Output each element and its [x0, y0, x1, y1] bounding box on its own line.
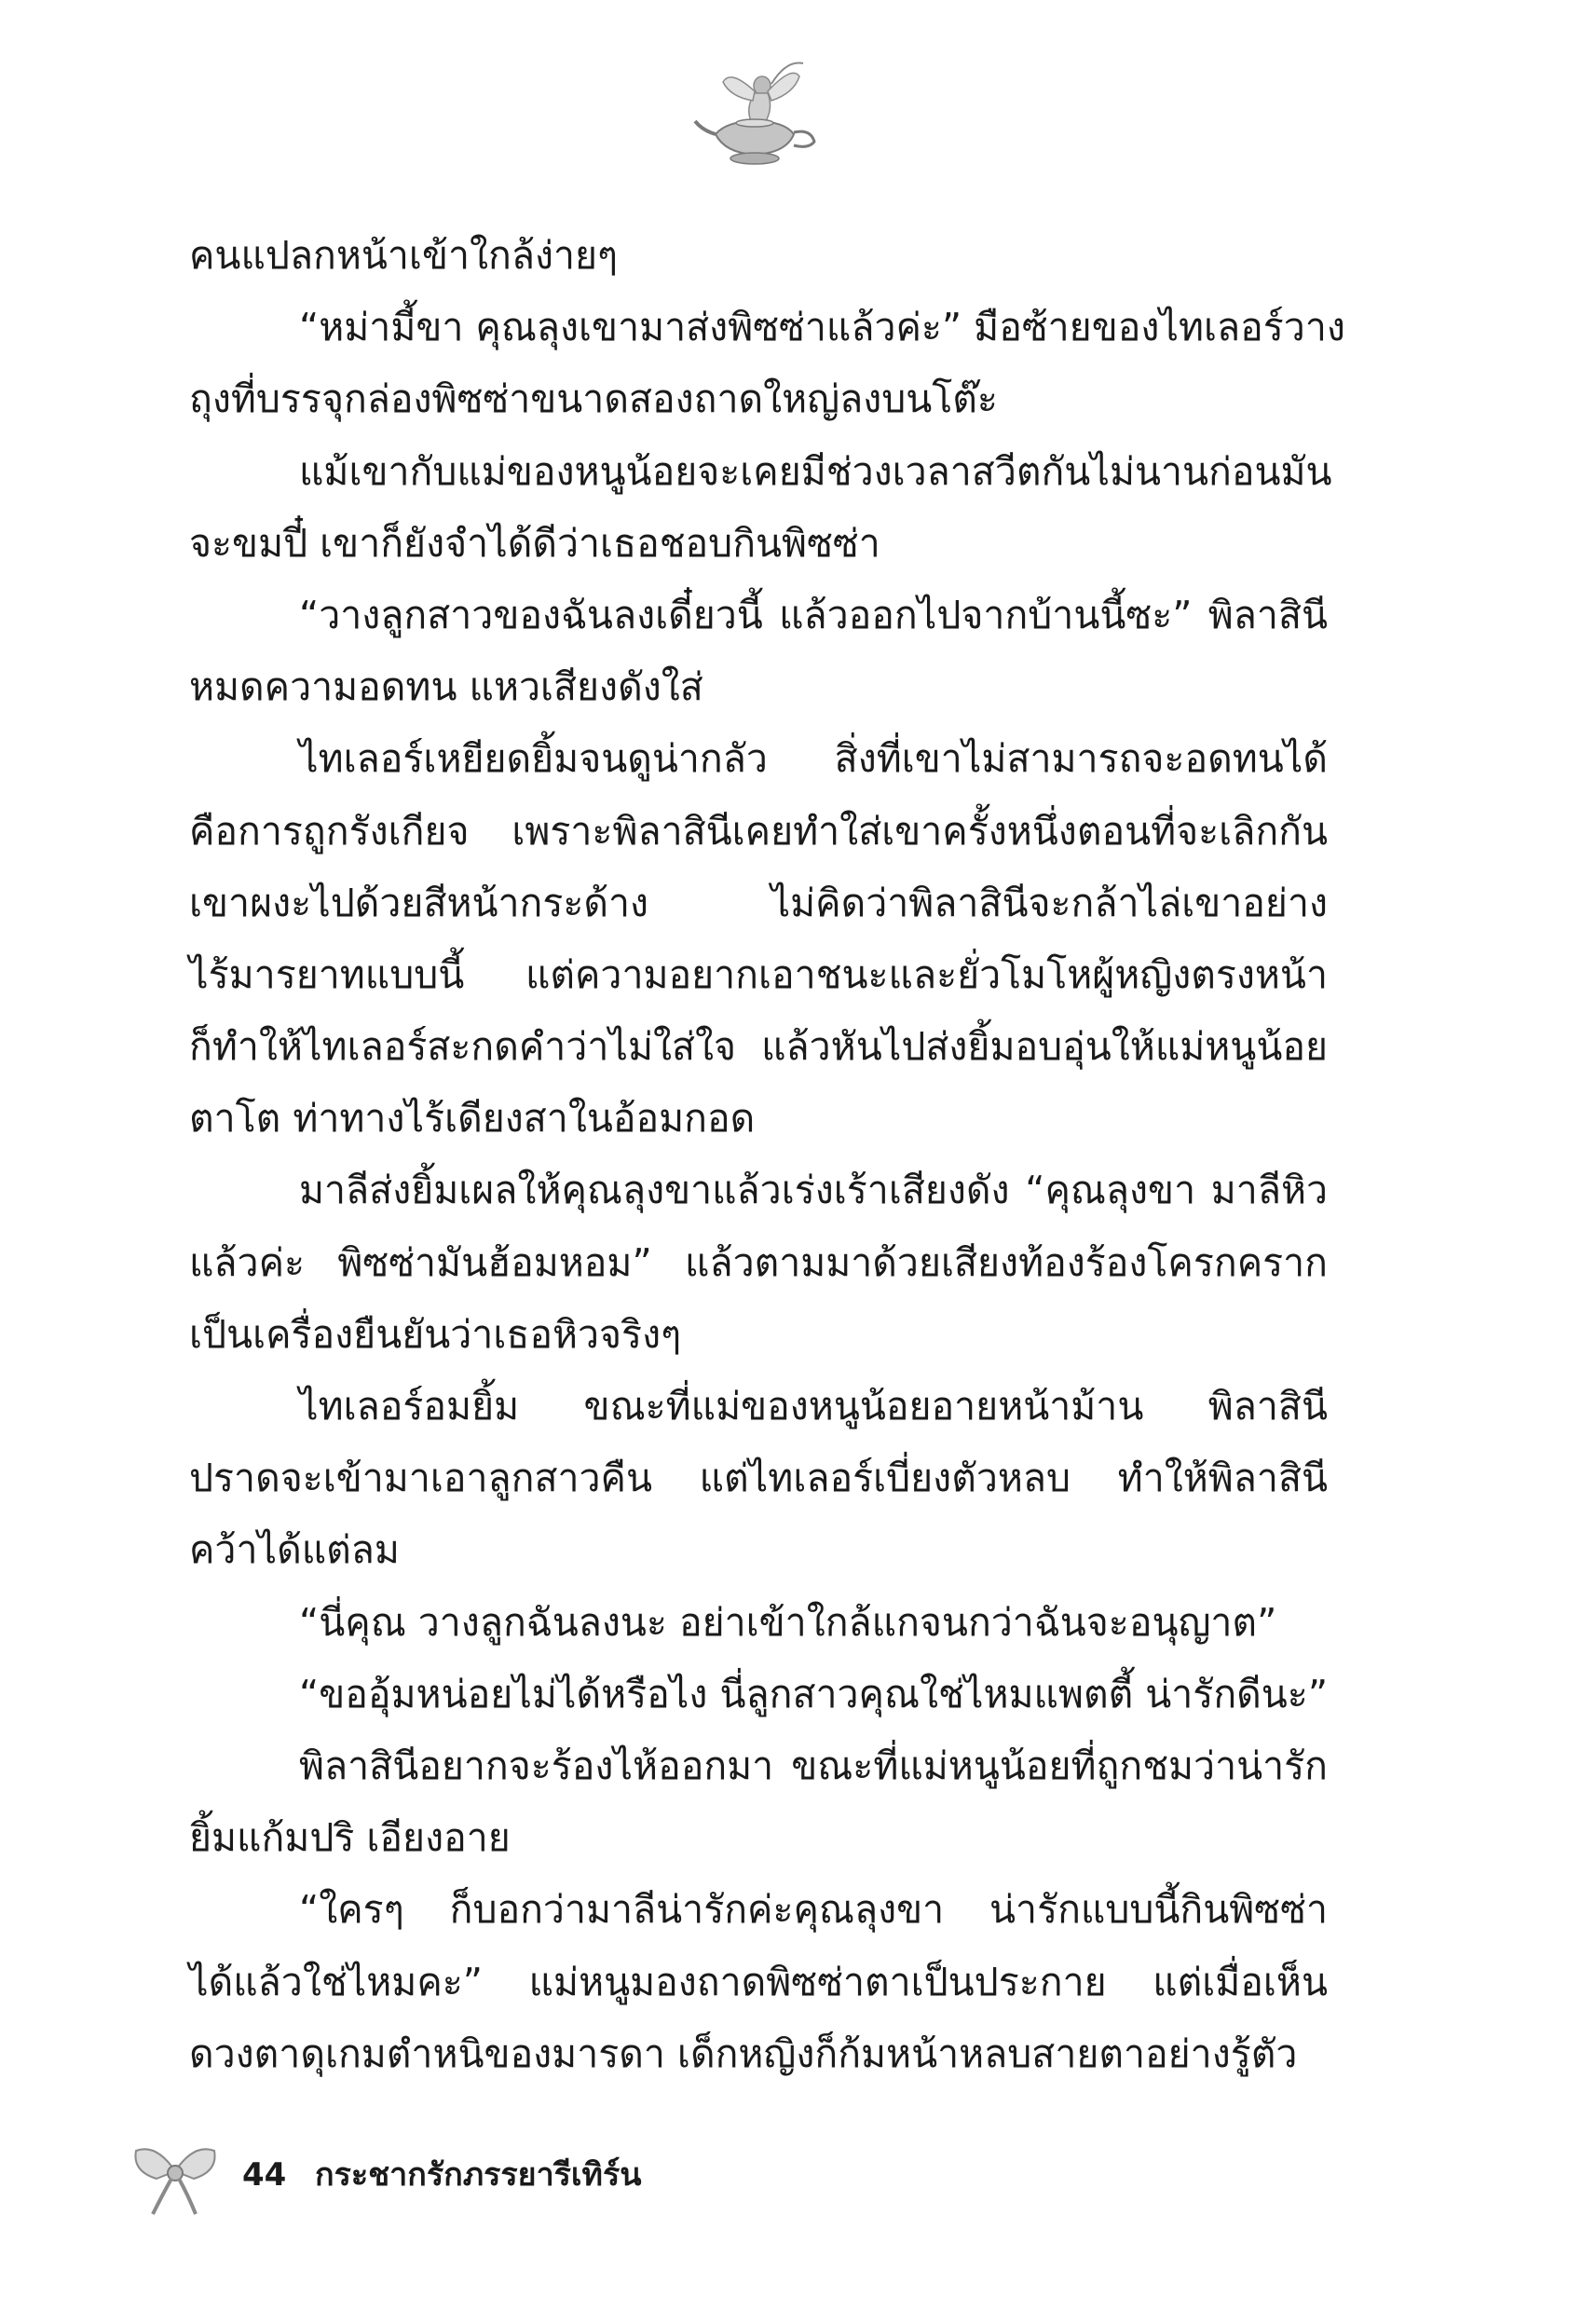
text-line: มาลีส่งยิ้มเผลให้คุณลุงขาแล้วเร่งเร้าเสียงดัง “คุณลุงขา มาลีหิว — [299, 1168, 1328, 1213]
paragraph — [189, 1371, 1328, 1587]
text-line: “หม่ามี้ขา คุณลุงเขามาส่งพิซซ่าแล้วค่ะ” มือซ้ายของไทเลอร์วาง — [299, 305, 1345, 350]
paragraph — [189, 292, 1345, 435]
text-line: จะขมปี๋ เขาก็ยังจำได้ดีว่าเธอชอบกินพิซซ่า — [189, 520, 880, 566]
page-footer — [129, 2134, 967, 2218]
paragraph — [189, 220, 1328, 292]
text-line: คนแปลกหน้าเข้าใกล้ง่ายๆ — [189, 233, 619, 278]
paragraph — [189, 1587, 1328, 1659]
fairy-teapot-icon — [689, 56, 820, 172]
paragraph — [189, 1730, 1328, 1874]
book-title: กระชากรักภรรยารีเทิร์น — [315, 2156, 642, 2194]
text-line: ยิ้มแก้มปริ เอียงอาย — [189, 1815, 511, 1861]
text-line: ก็ทำให้ไทเลอร์สะกดคำว่าไม่ใส่ใจ แล้วหันไปส่งยิ้มอบอุ่นให้แม่หนูน้อย — [189, 1024, 1328, 1070]
paragraph — [189, 580, 1328, 723]
paragraph — [189, 1659, 1328, 1730]
text-line: “วางลูกสาวของฉันลงเดี๋ยวนี้ แล้วออกไปจากบ้านนี้ซะ” พิลาสินี — [299, 592, 1328, 637]
text-line: “ขออุ้มหน่อยไม่ได้หรือไง นี่ลูกสาวคุณใช่ไหมแพตตี้ น่ารักดีนะ” — [299, 1671, 1329, 1716]
text-line: “ใครๆ ก็บอกว่ามาลีน่ารักค่ะคุณลุงขา น่ารักแบบนี้กินพิซซ่า — [299, 1887, 1328, 1933]
ribbon-bow-icon — [129, 2134, 222, 2218]
text-line: ไร้มารยาทแบบนี้ แต่ความอยากเอาชนะและยั่วโมโหผู้หญิงตรงหน้า — [189, 951, 1328, 997]
paragraph — [189, 1155, 1328, 1371]
paragraph — [189, 1874, 1328, 2090]
text-line: แล้วค่ะ พิซซ่ามันฮ้อมหอม” แล้วตามมาด้วยเสียงท้องร้องโครกคราก — [189, 1239, 1328, 1285]
page-number: 44 — [242, 2156, 287, 2194]
text-line: ปราดจะเข้ามาเอาลูกสาวคืน แต่ไทเลอร์เบี่ยงตัวหลบ ทำให้พิลาสินี — [189, 1456, 1328, 1501]
text-line: หมดความอดทน แหวเสียงดังใส่ — [189, 664, 703, 710]
body-text — [189, 220, 1345, 2090]
text-line: คือการถูกรังเกียจ เพราะพิลาสินีเคยทำใส่เขาครั้งหนึ่งตอนที่จะเลิกกัน — [189, 808, 1328, 854]
text-line: เป็นเครื่องยืนยันว่าเธอหิวจริงๆ — [189, 1311, 682, 1357]
text-line: ได้แล้วใช่ไหมคะ” แม่หนูมองถาดพิซซ่าตาเป็นประกาย แต่เมื่อเห็น — [189, 1959, 1328, 2004]
text-line: “นี่คุณ วางลูกฉันลงนะ อย่าเข้าใกล้แกจนกว่าฉันจะอนุญาต” — [299, 1599, 1277, 1645]
text-line: แม้เขากับแม่ของหนูน้อยจะเคยมีช่วงเวลาสวีตกันไม่นานก่อนมัน — [299, 448, 1332, 494]
text-line: ไทเลอร์เหยียดยิ้มจนดูน่ากลัว สิ่งที่เขาไม่สามารถจะอดทนได้ — [299, 736, 1328, 782]
paragraph — [189, 436, 1332, 580]
text-line: ไทเลอร์อมยิ้ม ขณะที่แม่ของหนูน้อยอายหน้าม้าน พิลาสินี — [299, 1384, 1328, 1429]
text-line: พิลาสินีอยากจะร้องไห้ออกมา ขณะที่แม่หนูน้อยที่ถูกชมว่าน่ารัก — [299, 1743, 1328, 1788]
text-line: ดวงตาดุเกมตำหนิของมารดา เด็กหญิงก็ก้มหน้าหลบสายตาอย่างรู้ตัว — [189, 2031, 1298, 2076]
text-line: ตาโต ท่าทางไร้เดียงสาในอ้อมกอด — [189, 1096, 756, 1142]
text-line: คว้าได้แต่ลม — [189, 1527, 400, 1573]
text-line: เขาผงะไปด้วยสีหน้ากระด้าง ไม่คิดว่าพิลาสินีจะกล้าไล่เขาอย่าง — [189, 880, 1328, 925]
text-line: ถุงที่บรรจุกล่องพิซซ่าขนาดสองถาดใหญ่ลงบนโต๊ะ — [189, 376, 998, 422]
paragraph — [189, 723, 1328, 1155]
